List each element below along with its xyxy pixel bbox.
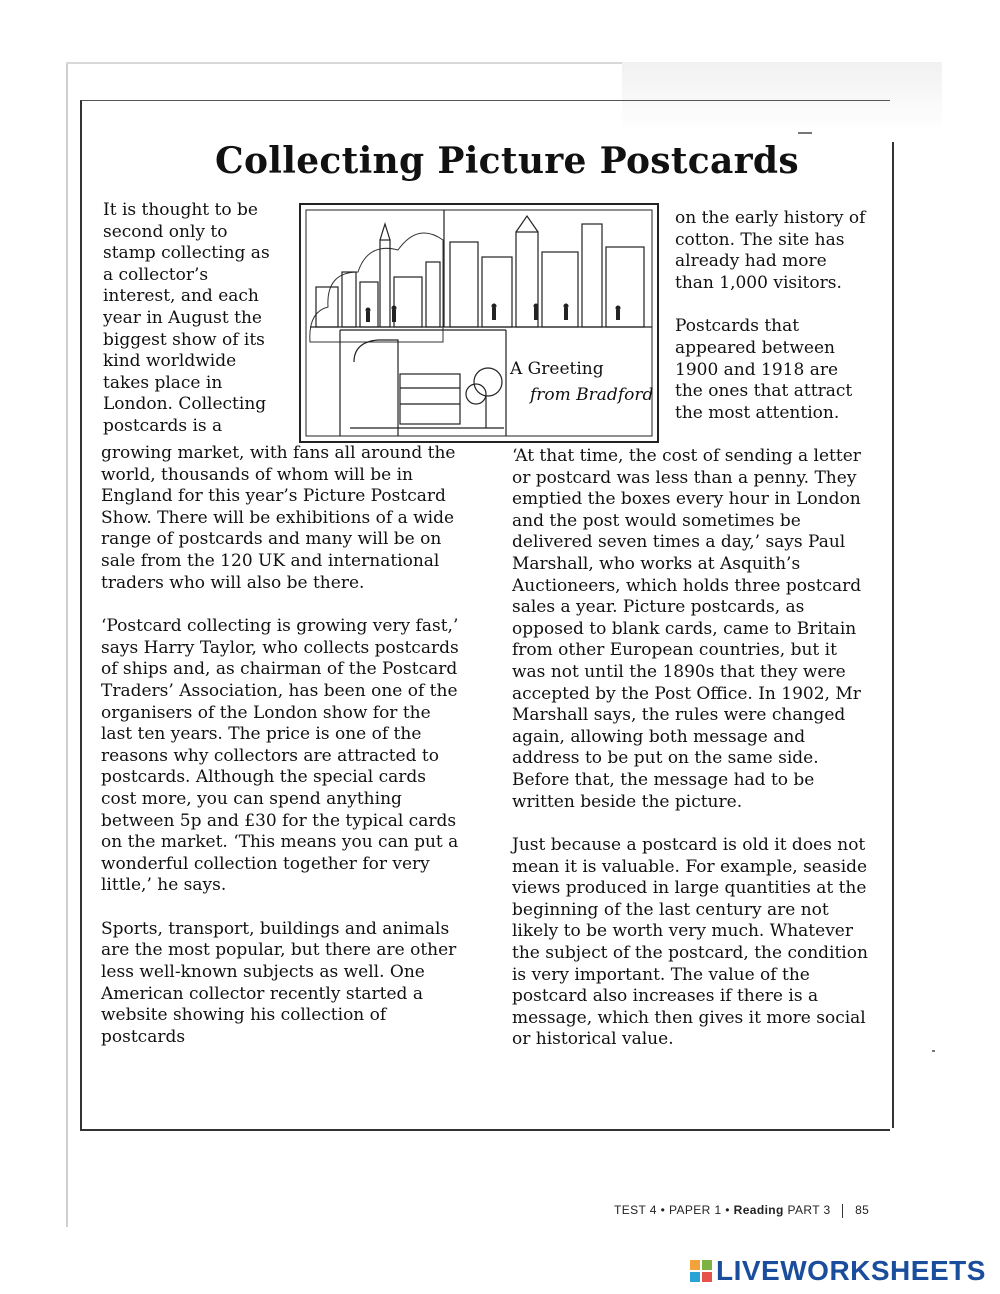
footer-bullet-2: •: [725, 1203, 734, 1217]
intro-paragraph-start: It is thought to be second only to stamp collecting as a collector’s interest, and each year in August the biggest show of its kind worldwide takes place in London. Collecting postcards is a: [103, 200, 270, 436]
scan-speck-top: [798, 132, 812, 134]
article-title: Collecting Picture Postcards: [215, 140, 799, 182]
paragraph-popular-subjects: Sports, transport, buildings and animals are the most popular, but there are other less well-known subjects as well. One American collector recently started a website showing his collection of postcards: [101, 918, 457, 1047]
illustration-caption-line2: from Bradford: [530, 385, 654, 405]
paragraph-harry-taylor: ‘Postcard collecting is growing very fast,’ says Harry Taylor, who collects postcards of ships and, as chairman of the Postcard Traders’ Association, has been one of the organisers of the London show for the last ten years. The price is one of the reasons why collectors are attracted to postcards. Although the special cards cost more, you can spend anything between 5p and £30 for the typical cards on the market. ‘This means you can put a wonderful collection together for very little,’ he says.: [101, 616, 459, 896]
intro-paragraph-continued: growing market, with fans all around the world, thousands of whom will be in England for this year’s Picture Postcard Show. There will be exhibitions of a wide range of postcards and many will be on sale from the 120 UK and international traders who will also be there.: [101, 443, 456, 593]
right-column: [512, 446, 872, 1051]
page-footer: [614, 1203, 869, 1218]
liveworksheets-logo-icon: [690, 1260, 712, 1282]
right-column-top: [675, 208, 870, 424]
illustration-caption-line1: A Greeting: [510, 359, 604, 379]
left-column-intro: [103, 200, 278, 438]
page-edge-top: [66, 62, 626, 64]
footer-page-number: 85: [855, 1203, 870, 1217]
article-frame-right: [892, 142, 894, 1128]
footer-section: Reading: [733, 1203, 784, 1217]
scan-speck: [932, 1050, 935, 1052]
left-column: [101, 443, 461, 1048]
footer-paper: PAPER 1: [668, 1203, 722, 1217]
brand-name: LIVEWORKSHEETS: [716, 1255, 986, 1286]
footer-bullet-1: •: [660, 1203, 669, 1217]
paragraph-1900-1918-start: Postcards that appeared between 1900 and 1918 are the ones that attract the most attention.: [675, 316, 853, 423]
paragraph-paul-marshall: ‘At that time, the cost of sending a letter or postcard was less than a penny. They emptied the boxes every hour in London and the post would sometimes be delivered seven times a day,’ says Paul Marshall, who works at Asquith’s Auctioneers, which holds three postcard sales a year. Picture postcards, as opposed to blank cards, came to Britain from other European countries, but it was not until the 1890s that they were accepted by the Post Office. In 1902, Mr Marshall says, the rules were changed again, allowing both message and address to be put on the same side. Before that, the message had to be written beside the picture.: [512, 446, 862, 812]
footer-divider: [842, 1204, 843, 1218]
paragraph-value: Just because a postcard is old it does not mean it is valuable. For example, seaside views produced in large quantities at the beginning of the last century are not likely to be worth very much. Whatever the subject of the postcard, the condition is very important. The value of the postcard also increases if there is a message, which then gives it more social or historical value.: [512, 835, 868, 1050]
bradford-postcard-illustration: [298, 202, 660, 444]
page-edge: [66, 62, 68, 1227]
footer-part: PART 3: [787, 1203, 831, 1217]
footer-test: TEST 4: [614, 1203, 657, 1217]
paragraph-website-continued: on the early history of cotton. The site has already had more than 1,000 visitors.: [675, 208, 866, 293]
liveworksheets-brand[interactable]: [690, 1255, 986, 1287]
